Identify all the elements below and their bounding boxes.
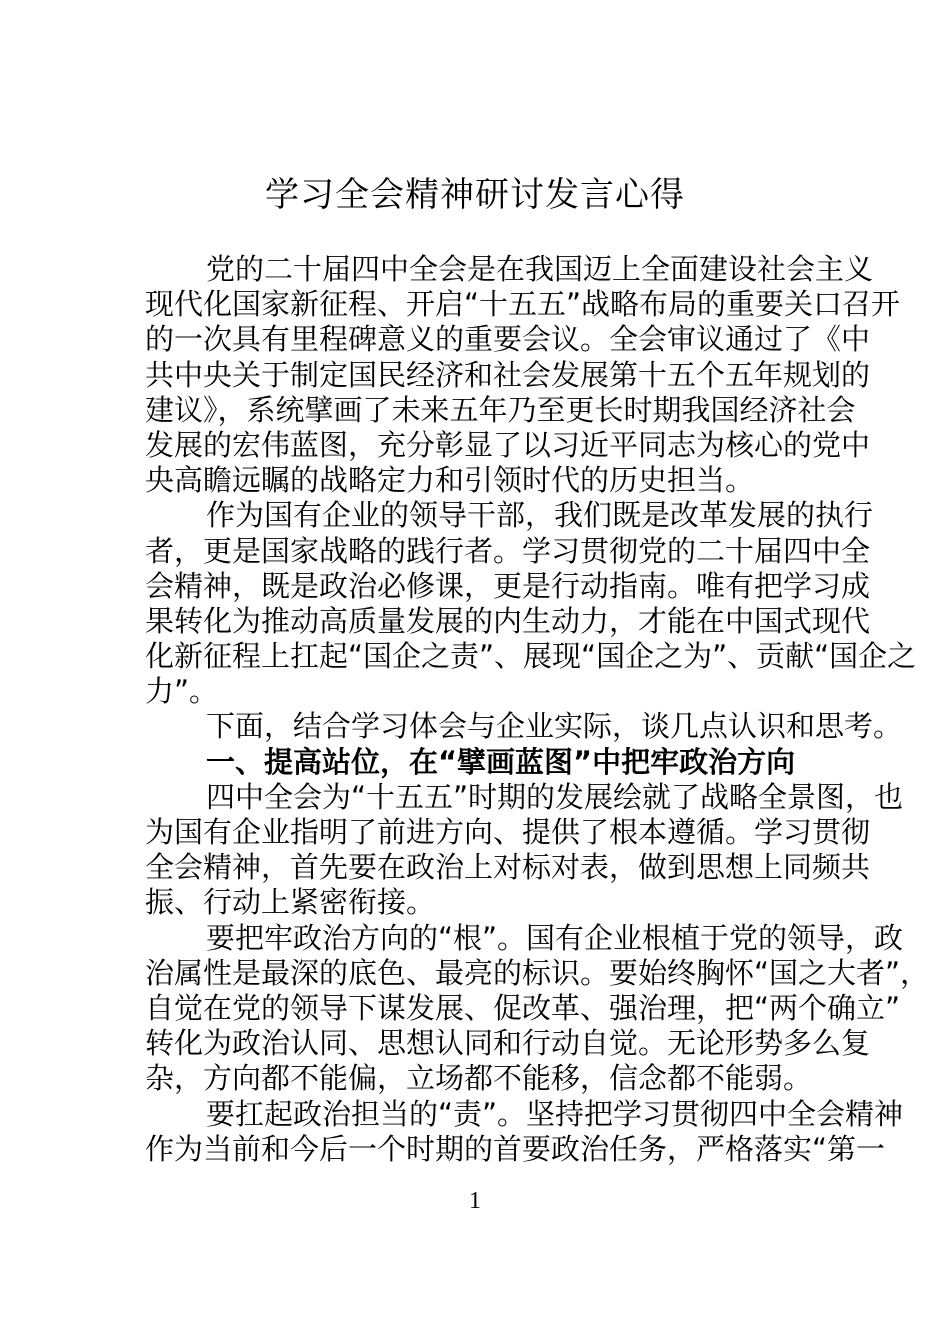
paragraph xyxy=(145,498,917,709)
paragraph xyxy=(145,252,901,498)
text-line: 力”。 xyxy=(145,674,219,709)
paragraph xyxy=(145,1096,904,1167)
paragraph xyxy=(145,779,904,921)
text-line: 果转化为推动高质量发展的内生动力，才能在中国式现代 xyxy=(145,603,871,638)
document-title: 学习全会精神研讨发言心得 xyxy=(265,175,685,215)
paragraph xyxy=(145,709,903,744)
text-line: 杂，方向都不能偏，立场都不能移，信念都不能弱。 xyxy=(145,1061,813,1096)
text-line: 央高瞻远瞩的战略定力和引领时代的历史担当。 xyxy=(145,463,755,498)
text-line: 者，更是国家战略的践行者。学习贯彻党的二十届四中全 xyxy=(145,533,871,568)
text-line: 为国有企业指明了前进方向、提供了根本遵循。学习贯彻 xyxy=(145,815,871,849)
paragraph xyxy=(145,920,930,1097)
text-line: 自觉在党的领导下谋发展、促改革、强治理，把“两个确立” xyxy=(145,990,901,1025)
text-line: 四中全会为“十五五”时期的发展绘就了战略全景图，也 xyxy=(206,779,904,814)
text-line: 发展的宏伟蓝图，充分彰显了以习近平同志为核心的党中 xyxy=(145,427,871,462)
text-line: 治属性是最深的底色、最亮的标识。要始终胸怀“国之大者”， xyxy=(145,955,930,990)
text-line: 全会精神，首先要在政治上对标对表，做到思想上同频共 xyxy=(145,850,871,885)
text-line: 现代化国家新征程、开启“十五五”战略布局的重要关口召开 xyxy=(145,287,901,322)
text-line: 建议》，系统擘画了未来五年乃至更长时期我国经济社会 xyxy=(145,392,856,427)
text-line: 转化为政治认同、思想认同和行动自觉。无论形势多么复 xyxy=(145,1026,871,1061)
text-line: 下面，结合学习体会与企业实际，谈几点认识和思考。 xyxy=(206,709,903,744)
text-line: 要把牢政治方向的“根”。国有企业根植于党的领导，政 xyxy=(206,920,904,955)
text-line: 作为当前和今后一个时期的首要政治任务，严格落实“第一 xyxy=(145,1131,886,1166)
text-line: 一、提高站位，在“擘画蓝图”中把牢政治方向 xyxy=(206,744,796,779)
section-heading xyxy=(145,745,807,780)
text-line: 党的二十届四中全会是在我国迈上全面建设社会主义 xyxy=(206,252,874,286)
text-line: 共中央关于制定国民经济和社会发展第十五个五年规划的 xyxy=(145,357,871,392)
text-line: 的一次具有里程碑意义的重要会议。全会审议通过了《中 xyxy=(145,322,871,357)
document-body xyxy=(145,252,930,1167)
text-line: 化新征程上扛起“国企之责”、展现“国企之为”、贡献“国企之 xyxy=(145,639,917,674)
text-line: 要扛起政治担当的“责”。坚持把学习贯彻四中全会精神 xyxy=(206,1096,904,1131)
page-number: 1 xyxy=(469,1188,481,1214)
text-line: 作为国有企业的领导干部，我们既是改革发展的执行 xyxy=(206,498,874,533)
text-line: 会精神，既是政治必修课，更是行动指南。唯有把学习成 xyxy=(145,568,871,603)
text-line: 振、行动上紧密衔接。 xyxy=(145,885,436,920)
